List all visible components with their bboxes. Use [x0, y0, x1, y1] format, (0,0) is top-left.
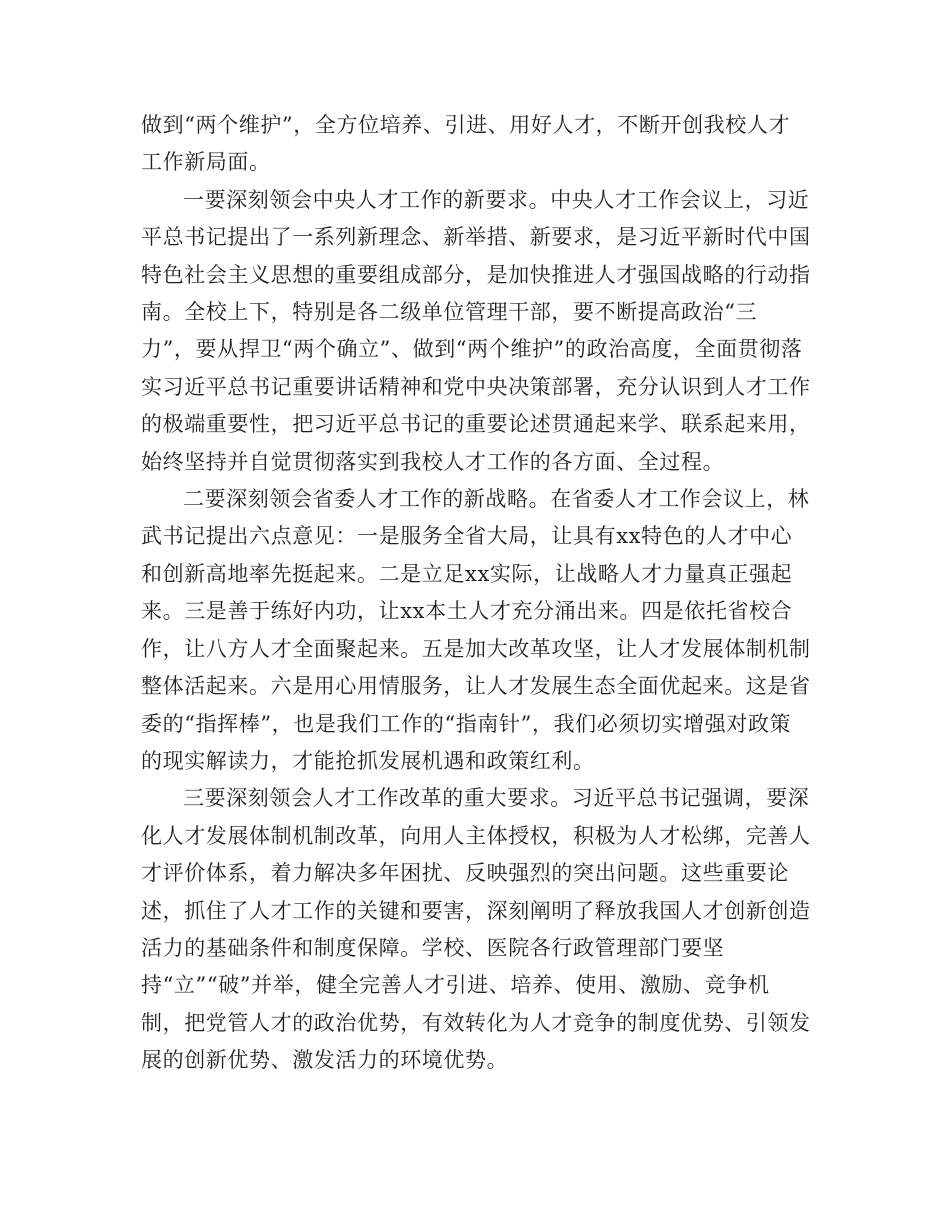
paragraph-continuation: 做到“两个维护”，全方位培养、引进、用好人才，不断开创我校人才工作新局面。	[141, 113, 791, 175]
paragraph-provincial-strategy: 二要深刻领会省委人才工作的新战略。在省委人才工作会议上，林武书记提出六点意见：一是服务全省大局，让具有xx特色的人才中心和创新高地率先挺起来。二是立足xx实际，让战略人才力量真正强起来。三是善于练好内功，让xx本土人才充分涌出来。四是依托省校合作，让八方人才全面聚起来。五是加大改革攻坚，让人才发展体制机制整体活起来。六是用心用情服务，让人才发展生态全面优起来。这是省委的“指挥棒”，也是我们工作的“指南针”，我们必须切实增强对政策的现实解读力，才能抢抓发展机遇和政策红利。	[141, 487, 811, 773]
paragraph-central-requirements: 一要深刻领会中央人才工作的新要求。中央人才工作会议上，习近平总书记提出了一系列新理念、新举措、新要求，是习近平新时代中国特色社会主义思想的重要组成部分，是加快推进人才强国战略的行动指南。全校上下，特别是各二级单位管理干部，要不断提高政治“三力”，要从捍卫“两个确立”、做到“两个维护”的政治高度，全面贯彻落实习近平总书记重要讲话精神和党中央决策部署，充分认识到人才工作的极端重要性，把习近平总书记的重要论述贯通起来学、联系起来用，始终坚持并自觉贯彻落实到我校人才工作的各方面、全过程。	[141, 187, 811, 474]
document-body	[141, 107, 811, 1080]
paragraph-reform-requirements: 三要深刻领会人才工作改革的重大要求。习近平总书记强调，要深化人才发展体制机制改革，向用人主体授权，积极为人才松绑，完善人才评价体系，着力解决多年困扰、反映强烈的突出问题。这些重要论述，抓住了人才工作的关键和要害，深刻阐明了释放我国人才创新创造活力的基础条件和制度保障。学校、医院各行政管理部门要坚持“立”“破”并举，健全完善人才引进、培养、使用、激励、竞争机制，把党管人才的政治优势，有效转化为人才竞争的制度优势、引领发展的创新优势、激发活力的环境优势。	[141, 786, 811, 1073]
